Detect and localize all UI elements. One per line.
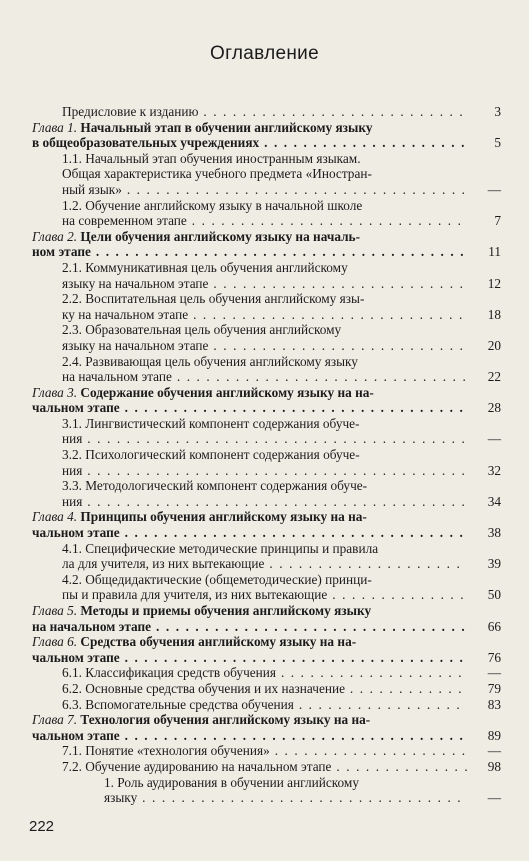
toc-entry-line [62, 587, 467, 603]
toc-entry[interactable] [0, 697, 529, 713]
toc-entry-line [62, 354, 467, 370]
toc-entry-line [62, 307, 467, 323]
toc-entry-line [62, 104, 467, 120]
toc-line-text: Общая характеристика учебного предмета «Иностран- [62, 166, 372, 182]
toc-entry-text [0, 775, 529, 806]
toc-entry-line [62, 182, 467, 198]
toc-line-text: 6.3. Вспомогательные средства обучения [62, 696, 294, 712]
toc-entry[interactable] [0, 478, 529, 509]
toc-entry-line [62, 463, 467, 479]
toc-entry-text [0, 541, 529, 572]
toc-page-number: 79 [471, 681, 501, 697]
toc-line-text: 3.2. Психологический компонент содержания обуче- [62, 447, 360, 463]
toc-entry-line [32, 400, 467, 416]
toc-entry-line [32, 244, 467, 260]
toc-entry[interactable] [0, 681, 529, 697]
toc-entry-text [0, 603, 529, 634]
toc-entry-line [62, 697, 467, 713]
toc-entry[interactable] [0, 759, 529, 775]
toc-entry-line [62, 166, 467, 182]
toc-entry-line [32, 120, 467, 136]
toc-line-text: ла для учителя, из них вытекающие [62, 556, 265, 572]
toc-line-text: 2.1. Коммуникативная цель обучения английскому [62, 259, 348, 275]
toc-line-text: 6.1. Классификация средств обучения [62, 665, 277, 681]
chapter-label: Глава 1. [32, 119, 78, 135]
toc-entry[interactable] [0, 151, 529, 198]
toc-entry[interactable] [0, 665, 529, 681]
toc-page-number: 66 [471, 619, 501, 635]
toc-entry[interactable] [0, 260, 529, 291]
toc-line-text: Цели обучения английскому языку на началь- [80, 228, 361, 244]
toc-entry-line [32, 385, 467, 401]
toc-entry-text [0, 634, 529, 665]
toc-entry[interactable] [0, 198, 529, 229]
toc-entry-line [32, 712, 467, 728]
toc-entry-line [32, 728, 467, 744]
table-of-contents [0, 104, 529, 806]
toc-line-text: на начальном этапе [62, 369, 172, 385]
toc-chapter-entry[interactable] [0, 634, 529, 665]
toc-entry-line [62, 478, 467, 494]
toc-entry-line [104, 775, 467, 791]
toc-chapter-entry[interactable] [0, 229, 529, 260]
page-number: 222 [29, 818, 55, 835]
toc-entry-text [0, 665, 529, 681]
toc-entry-text [0, 759, 529, 775]
toc-entry-line [62, 213, 467, 229]
toc-line-text: в общеобразовательных учреждениях [32, 135, 260, 151]
toc-page-number: 89 [471, 728, 501, 744]
toc-line-text: Методы и приемы обучения английскому языку [80, 603, 372, 618]
toc-entry-line [62, 260, 467, 276]
toc-line-text: на современном этапе [62, 213, 187, 229]
toc-chapter-entry[interactable] [0, 712, 529, 743]
toc-entry-line [62, 416, 467, 432]
toc-entry[interactable] [0, 743, 529, 759]
toc-line-text: ном этапе [32, 244, 91, 260]
toc-entry-text [0, 322, 529, 353]
toc-line-text: Начальный этап в обучении английскому языку [80, 119, 373, 135]
toc-line-text: 7.1. Понятие «технология обучения» [62, 743, 270, 759]
toc-entry-text [0, 572, 529, 603]
toc-entry-line [32, 525, 467, 541]
toc-page-number: — [471, 182, 501, 198]
toc-entry-text [0, 291, 529, 322]
toc-entry-text [0, 509, 529, 540]
toc-page-number: 50 [471, 587, 501, 603]
toc-entry-text [0, 447, 529, 478]
toc-entry-line [62, 276, 467, 292]
toc-entry[interactable] [0, 354, 529, 385]
toc-page-number: — [471, 743, 501, 759]
toc-entry-line [62, 291, 467, 307]
toc-page-number: 20 [471, 338, 501, 354]
toc-line-text: 3.3. Методологический компонент содержания обуче- [62, 478, 368, 494]
toc-entry-line [62, 556, 467, 572]
toc-entry-text [0, 151, 529, 198]
toc-line-text: языку на начальном этапе [62, 337, 209, 353]
toc-line-text: чальном этапе [32, 727, 120, 743]
toc-line-text: ку на начальном этапе [62, 306, 189, 322]
toc-chapter-entry[interactable] [0, 385, 529, 416]
toc-entry-text [0, 681, 529, 697]
toc-entry-text [0, 712, 529, 743]
toc-line-text: Содержание обучения английскому языку на на- [80, 384, 374, 400]
toc-entry-text [0, 697, 529, 713]
toc-entry-line [62, 151, 467, 167]
toc-entry-text [0, 260, 529, 291]
toc-line-text: 1.1. Начальный этап обучения иностранным языкам. [62, 150, 361, 166]
toc-page-number: 39 [471, 556, 501, 572]
toc-entry-text [0, 354, 529, 385]
toc-line-text: Средства обучения английскому языку на на- [80, 634, 357, 650]
toc-entry-line [62, 665, 467, 681]
chapter-label: Глава 4. [32, 509, 78, 525]
toc-page-number: — [471, 431, 501, 447]
toc-entry-line [62, 572, 467, 588]
toc-line-text: 2.3. Образовательная цель обучения английскому [62, 322, 342, 338]
toc-line-text: 4.2. Общедидактические (общеметодические) принци- [62, 571, 372, 587]
page-title: Оглавление [210, 43, 319, 64]
toc-entry-line [62, 447, 467, 463]
chapter-label: Глава 3. [32, 384, 78, 400]
toc-entry-text [0, 416, 529, 447]
toc-line-text: ния [62, 431, 83, 447]
toc-entry-line [32, 619, 467, 635]
toc-entry[interactable] [0, 541, 529, 572]
toc-page-number: 12 [471, 276, 501, 292]
toc-entry-text [0, 198, 529, 229]
toc-entry-line [62, 338, 467, 354]
toc-entry-line [62, 322, 467, 338]
toc-line-text: чальном этапе [32, 649, 120, 665]
toc-entry-text [0, 743, 529, 759]
toc-entry-text [0, 104, 529, 120]
toc-line-text: на начальном этапе [32, 618, 152, 634]
toc-entry-line [32, 650, 467, 666]
toc-entry-line [62, 369, 467, 385]
toc-page-number: 18 [471, 307, 501, 323]
toc-entry[interactable] [0, 572, 529, 603]
toc-page-number: — [471, 790, 501, 806]
toc-line-text: ния [62, 493, 83, 509]
toc-entry-line [104, 790, 467, 806]
toc-line-text: пы и правила для учителя, из них вытекающие [62, 587, 328, 603]
toc-line-text: 7.2. Обучение аудированию на начальном этапе [62, 758, 332, 774]
toc-entry-line [32, 509, 467, 525]
toc-line-text: языку на начальном этапе [62, 275, 209, 291]
toc-line-text: чальном этапе [32, 525, 120, 541]
toc-entry[interactable] [0, 291, 529, 322]
toc-line-text: ния [62, 462, 83, 478]
toc-page-number: 76 [471, 650, 501, 666]
toc-entry-line [32, 229, 467, 245]
toc-page-number: 7 [471, 213, 501, 229]
toc-entry-text [0, 478, 529, 509]
toc-entry[interactable] [0, 416, 529, 447]
toc-line-text: 2.4. Развивающая цель обучения английскому языку [62, 353, 358, 369]
toc-entry-line [62, 198, 467, 214]
toc-entry[interactable] [0, 775, 529, 806]
toc-entry-line [62, 743, 467, 759]
toc-line-text: 2.2. Воспитательная цель обучения английскому язы- [62, 291, 365, 307]
toc-chapter-entry[interactable] [0, 509, 529, 540]
toc-entry-line [62, 494, 467, 510]
toc-page-number: 5 [471, 135, 501, 151]
toc-entry-text [0, 385, 529, 416]
chapter-label: Глава 5. [32, 603, 78, 618]
toc-line-text: 6.2. Основные средства обучения и их назначение [62, 680, 345, 696]
toc-page-number: 98 [471, 759, 501, 775]
toc-entry-text [0, 229, 529, 260]
toc-chapter-entry[interactable] [0, 603, 529, 634]
chapter-label: Глава 7. [32, 712, 78, 728]
toc-entry-line [32, 634, 467, 650]
toc-line-text: Принципы обучения английскому языку на на- [80, 509, 367, 525]
toc-entry[interactable] [0, 322, 529, 353]
toc-line-text: Предисловие к изданию [62, 104, 199, 119]
toc-page-number: 3 [471, 104, 501, 120]
toc-entry-line [62, 541, 467, 557]
toc-entry-line [62, 681, 467, 697]
toc-page-number: 11 [471, 244, 501, 260]
toc-page-number: 28 [471, 400, 501, 416]
toc-page-number: — [471, 665, 501, 681]
toc-page-number: 38 [471, 525, 501, 541]
toc-line-text: ный язык» [62, 181, 122, 197]
chapter-label: Глава 6. [32, 634, 78, 650]
toc-entry-text [0, 120, 529, 151]
toc-page-number: 22 [471, 369, 501, 385]
toc-entry-line [62, 431, 467, 447]
toc-entry-line [32, 603, 467, 619]
toc-line-text: 1.2. Обучение английскому языку в начальной школе [62, 197, 363, 213]
toc-page-number: 32 [471, 463, 501, 479]
toc-page-number: 34 [471, 494, 501, 510]
toc-line-text: 1. Роль аудирования в обучении английскому [104, 774, 359, 790]
toc-line-text: языку [104, 790, 138, 806]
toc-line-text: Технология обучения английскому языку на на- [80, 712, 371, 728]
toc-entry[interactable] [0, 447, 529, 478]
toc-line-text: чальном этапе [32, 400, 120, 416]
toc-entry[interactable] [0, 104, 529, 120]
toc-entry-line [32, 135, 467, 151]
toc-page-number: 83 [471, 697, 501, 713]
toc-chapter-entry[interactable] [0, 120, 529, 151]
chapter-label: Глава 2. [32, 228, 78, 244]
toc-line-text: 4.1. Специфические методические принципы и правила [62, 540, 379, 556]
toc-entry-line [62, 759, 467, 775]
toc-line-text: 3.1. Лингвистический компонент содержания обуче- [62, 415, 360, 431]
